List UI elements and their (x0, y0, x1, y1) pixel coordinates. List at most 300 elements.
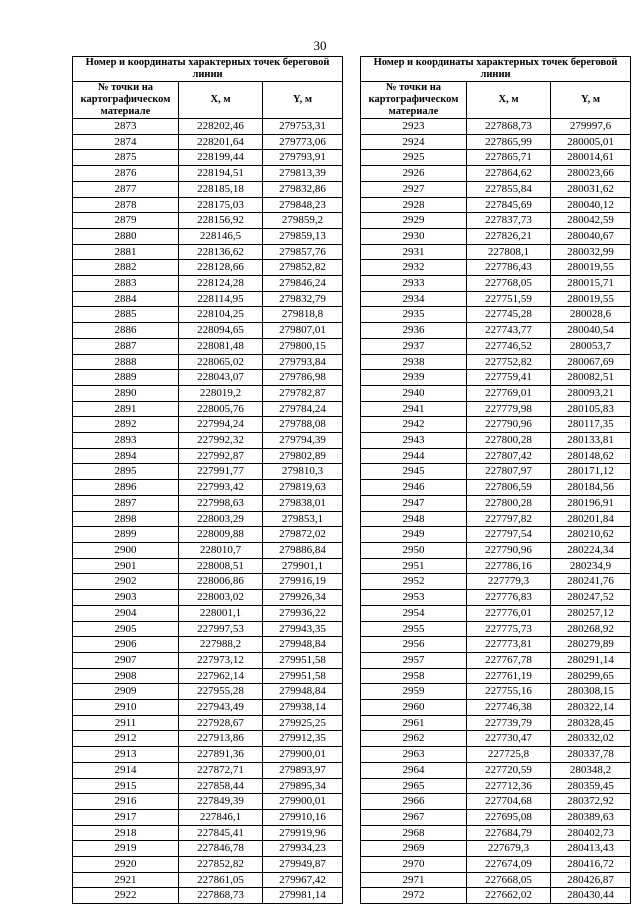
x-coordinate-cell: 228019,2 (179, 385, 263, 401)
table-row (73, 731, 343, 747)
table-row (73, 354, 343, 370)
x-coordinate-cell: 227773,81 (467, 637, 551, 653)
point-number-cell: 2941 (361, 401, 467, 417)
point-number-cell: 2893 (73, 433, 179, 449)
x-coordinate-cell: 227846,78 (179, 841, 263, 857)
table-row (361, 448, 631, 464)
point-number-cell: 2971 (361, 872, 467, 888)
y-coordinate-cell: 280028,6 (551, 307, 631, 323)
table-row (73, 700, 343, 716)
y-coordinate-cell: 280117,35 (551, 417, 631, 433)
point-number-cell: 2876 (73, 166, 179, 182)
point-number-cell: 2881 (73, 244, 179, 260)
table-row (361, 291, 631, 307)
y-coordinate-cell: 279893,97 (263, 762, 343, 778)
table-row (361, 715, 631, 731)
x-coordinate-cell: 227768,05 (467, 276, 551, 292)
x-coordinate-cell: 228194,51 (179, 166, 263, 182)
x-coordinate-cell: 227928,67 (179, 715, 263, 731)
y-coordinate-cell: 279773,06 (263, 134, 343, 150)
point-number-cell: 2882 (73, 260, 179, 276)
x-coordinate-cell: 227973,12 (179, 652, 263, 668)
table-row (73, 841, 343, 857)
y-coordinate-cell: 280082,51 (551, 370, 631, 386)
x-coordinate-cell: 227846,1 (179, 809, 263, 825)
y-coordinate-cell: 279786,98 (263, 370, 343, 386)
point-number-cell: 2896 (73, 480, 179, 496)
y-coordinate-cell: 280040,12 (551, 197, 631, 213)
x-coordinate-cell: 228175,03 (179, 197, 263, 213)
point-number-cell: 2916 (73, 794, 179, 810)
table-row (361, 652, 631, 668)
y-coordinate-cell: 280014,61 (551, 150, 631, 166)
x-coordinate-cell: 228043,07 (179, 370, 263, 386)
point-number-cell: 2923 (361, 119, 467, 135)
table-row (73, 166, 343, 182)
point-number-cell: 2907 (73, 652, 179, 668)
point-number-cell: 2899 (73, 527, 179, 543)
y-coordinate-cell: 280332,02 (551, 731, 631, 747)
x-coordinate-cell: 227997,53 (179, 621, 263, 637)
x-coordinate-cell: 227759,41 (467, 370, 551, 386)
point-number-cell: 2897 (73, 495, 179, 511)
point-number-cell: 2951 (361, 558, 467, 574)
point-number-cell: 2879 (73, 213, 179, 229)
y-coordinate-cell: 279794,39 (263, 433, 343, 449)
x-coordinate-cell: 228001,1 (179, 605, 263, 621)
table-row (73, 668, 343, 684)
point-number-cell: 2910 (73, 700, 179, 716)
table-row (73, 181, 343, 197)
table-row (73, 574, 343, 590)
y-coordinate-cell: 280184,56 (551, 480, 631, 496)
x-coordinate-cell: 228104,25 (179, 307, 263, 323)
y-coordinate-cell: 279753,31 (263, 119, 343, 135)
point-number-cell: 2946 (361, 480, 467, 496)
y-coordinate-cell: 280372,92 (551, 794, 631, 810)
x-coordinate-cell: 227800,28 (467, 495, 551, 511)
point-number-cell: 2908 (73, 668, 179, 684)
point-number-cell: 2887 (73, 338, 179, 354)
y-coordinate-cell: 280196,91 (551, 495, 631, 511)
x-coordinate-cell: 228146,5 (179, 228, 263, 244)
table-row (73, 338, 343, 354)
x-coordinate-cell: 228005,76 (179, 401, 263, 417)
table-row (73, 542, 343, 558)
x-coordinate-cell: 227861,05 (179, 872, 263, 888)
table-row (73, 417, 343, 433)
y-coordinate-cell: 280328,45 (551, 715, 631, 731)
y-coordinate-cell: 279802,89 (263, 448, 343, 464)
y-coordinate-cell: 279912,35 (263, 731, 343, 747)
table-row (361, 809, 631, 825)
x-coordinate-cell: 227712,36 (467, 778, 551, 794)
y-coordinate-cell: 279838,01 (263, 495, 343, 511)
point-number-cell: 2903 (73, 590, 179, 606)
table-row (73, 323, 343, 339)
point-number-cell: 2891 (73, 401, 179, 417)
point-number-cell: 2894 (73, 448, 179, 464)
x-coordinate-cell: 228199,44 (179, 150, 263, 166)
point-number-cell: 2900 (73, 542, 179, 558)
point-number-cell: 2948 (361, 511, 467, 527)
y-coordinate-cell: 279919,96 (263, 825, 343, 841)
table-row (361, 621, 631, 637)
table-row (361, 700, 631, 716)
x-coordinate-cell: 227998,63 (179, 495, 263, 511)
y-coordinate-cell: 279895,34 (263, 778, 343, 794)
point-number-cell: 2947 (361, 495, 467, 511)
point-number-cell: 2873 (73, 119, 179, 135)
x-coordinate-cell: 227852,82 (179, 857, 263, 873)
y-coordinate-cell: 280031,62 (551, 181, 631, 197)
point-number-cell: 2909 (73, 684, 179, 700)
table-row (361, 495, 631, 511)
y-coordinate-cell: 280257,12 (551, 605, 631, 621)
point-number-cell: 2926 (361, 166, 467, 182)
x-coordinate-cell: 227776,01 (467, 605, 551, 621)
x-coordinate-cell: 227991,77 (179, 464, 263, 480)
table-row (73, 276, 343, 292)
table-row (361, 119, 631, 135)
y-coordinate-cell: 279793,84 (263, 354, 343, 370)
y-coordinate-cell: 279819,63 (263, 480, 343, 496)
x-coordinate-cell: 227776,83 (467, 590, 551, 606)
point-number-cell: 2937 (361, 338, 467, 354)
table-row (361, 370, 631, 386)
point-number-cell: 2919 (73, 841, 179, 857)
table-row (361, 684, 631, 700)
x-coordinate-cell: 227806,59 (467, 480, 551, 496)
point-number-cell: 2912 (73, 731, 179, 747)
y-coordinate-cell: 279813,39 (263, 166, 343, 182)
y-coordinate-cell: 280291,14 (551, 652, 631, 668)
point-number-cell: 2890 (73, 385, 179, 401)
y-coordinate-cell: 280308,15 (551, 684, 631, 700)
y-coordinate-cell: 280413,43 (551, 841, 631, 857)
y-coordinate-cell: 280299,65 (551, 668, 631, 684)
x-coordinate-cell: 227800,28 (467, 433, 551, 449)
x-coordinate-cell: 227808,1 (467, 244, 551, 260)
point-number-cell: 2895 (73, 464, 179, 480)
table-row (361, 417, 631, 433)
point-number-cell: 2956 (361, 637, 467, 653)
x-coordinate-cell: 227988,2 (179, 637, 263, 653)
y-coordinate-cell: 280426,87 (551, 872, 631, 888)
point-number-cell: 2936 (361, 323, 467, 339)
y-coordinate-cell: 279853,1 (263, 511, 343, 527)
table-row (73, 684, 343, 700)
coordinates-table-left (72, 56, 343, 904)
table-row (361, 778, 631, 794)
x-coordinate-cell: 227849,39 (179, 794, 263, 810)
y-coordinate-cell: 280234,9 (551, 558, 631, 574)
y-coordinate-cell: 280416,72 (551, 857, 631, 873)
point-number-cell: 2943 (361, 433, 467, 449)
table-row (73, 747, 343, 763)
point-number-cell: 2940 (361, 385, 467, 401)
x-coordinate-cell: 227779,3 (467, 574, 551, 590)
x-coordinate-cell: 227868,73 (467, 119, 551, 135)
x-coordinate-cell: 227797,82 (467, 511, 551, 527)
point-number-cell: 2945 (361, 464, 467, 480)
x-coordinate-cell: 227662,02 (467, 888, 551, 904)
point-number-cell: 2917 (73, 809, 179, 825)
x-coordinate-cell: 227872,71 (179, 762, 263, 778)
x-coordinate-cell: 227746,38 (467, 700, 551, 716)
point-number-cell: 2922 (73, 888, 179, 904)
point-number-cell: 2966 (361, 794, 467, 810)
point-number-cell: 2950 (361, 542, 467, 558)
x-coordinate-cell: 228156,92 (179, 213, 263, 229)
point-number-cell: 2874 (73, 134, 179, 150)
table-row (73, 197, 343, 213)
x-coordinate-cell: 228128,66 (179, 260, 263, 276)
x-coordinate-cell: 227739,79 (467, 715, 551, 731)
point-number-cell: 2921 (73, 872, 179, 888)
table-row (73, 307, 343, 323)
x-coordinate-cell: 228202,46 (179, 119, 263, 135)
point-number-cell: 2963 (361, 747, 467, 763)
point-number-cell: 2962 (361, 731, 467, 747)
point-number-cell: 2915 (73, 778, 179, 794)
y-coordinate-cell: 279936,22 (263, 605, 343, 621)
point-number-cell: 2884 (73, 291, 179, 307)
y-coordinate-cell: 279900,01 (263, 794, 343, 810)
table-row (361, 244, 631, 260)
table-row (73, 825, 343, 841)
x-coordinate-cell: 227775,73 (467, 621, 551, 637)
x-coordinate-cell: 228003,29 (179, 511, 263, 527)
x-coordinate-cell: 227943,49 (179, 700, 263, 716)
point-number-cell: 2972 (361, 888, 467, 904)
point-number-cell: 2968 (361, 825, 467, 841)
table-row (361, 480, 631, 496)
table-row (73, 621, 343, 637)
x-coordinate-cell: 227994,24 (179, 417, 263, 433)
point-number-cell: 2944 (361, 448, 467, 464)
table-row (361, 197, 631, 213)
point-number-cell: 2942 (361, 417, 467, 433)
table-row (73, 385, 343, 401)
y-coordinate-cell: 280023,66 (551, 166, 631, 182)
x-coordinate-cell: 228003,02 (179, 590, 263, 606)
y-coordinate-cell: 280040,67 (551, 228, 631, 244)
y-coordinate-cell: 279782,87 (263, 385, 343, 401)
x-coordinate-cell: 227743,77 (467, 323, 551, 339)
table-row (361, 323, 631, 339)
table-row (73, 527, 343, 543)
x-coordinate-cell: 228136,62 (179, 244, 263, 260)
point-number-cell: 2883 (73, 276, 179, 292)
point-number-cell: 2913 (73, 747, 179, 763)
x-coordinate-cell: 227761,19 (467, 668, 551, 684)
point-number-cell: 2934 (361, 291, 467, 307)
table-row (73, 244, 343, 260)
x-coordinate-cell: 228065,02 (179, 354, 263, 370)
table-row (73, 857, 343, 873)
table-body-right (361, 119, 631, 904)
table-row (361, 385, 631, 401)
y-coordinate-cell: 280402,73 (551, 825, 631, 841)
table-row (73, 433, 343, 449)
table-row (361, 857, 631, 873)
y-coordinate-cell: 280105,83 (551, 401, 631, 417)
y-coordinate-cell: 280359,45 (551, 778, 631, 794)
table-row (73, 888, 343, 904)
x-coordinate-cell: 227855,84 (467, 181, 551, 197)
table-row (73, 637, 343, 653)
y-coordinate-cell: 279910,16 (263, 809, 343, 825)
point-number-cell: 2889 (73, 370, 179, 386)
table-row (361, 558, 631, 574)
y-coordinate-cell: 280389,63 (551, 809, 631, 825)
table-caption: Номер и координаты характерных точек береговой линии (361, 57, 631, 82)
x-coordinate-cell: 228094,65 (179, 323, 263, 339)
x-coordinate-cell: 227865,99 (467, 134, 551, 150)
table-row (73, 260, 343, 276)
point-number-cell: 2949 (361, 527, 467, 543)
table-row (361, 527, 631, 543)
table-row (361, 433, 631, 449)
x-coordinate-cell: 227992,32 (179, 433, 263, 449)
y-coordinate-cell: 279807,01 (263, 323, 343, 339)
point-number-cell: 2958 (361, 668, 467, 684)
point-number-cell: 2954 (361, 605, 467, 621)
point-number-cell: 2914 (73, 762, 179, 778)
table-row (361, 338, 631, 354)
x-coordinate-cell: 227913,86 (179, 731, 263, 747)
y-coordinate-cell: 279857,76 (263, 244, 343, 260)
table-row (73, 794, 343, 810)
y-coordinate-cell: 280201,84 (551, 511, 631, 527)
point-number-cell: 2898 (73, 511, 179, 527)
y-coordinate-cell: 280268,92 (551, 621, 631, 637)
table-row (361, 150, 631, 166)
x-coordinate-cell: 228114,95 (179, 291, 263, 307)
point-number-cell: 2957 (361, 652, 467, 668)
y-coordinate-cell: 279934,23 (263, 841, 343, 857)
column-header-y: Y, м (551, 82, 631, 119)
x-coordinate-cell: 227704,68 (467, 794, 551, 810)
point-number-cell: 2880 (73, 228, 179, 244)
y-coordinate-cell: 279951,58 (263, 668, 343, 684)
y-coordinate-cell: 279832,86 (263, 181, 343, 197)
point-number-cell: 2918 (73, 825, 179, 841)
x-coordinate-cell: 227679,3 (467, 841, 551, 857)
x-coordinate-cell: 227797,54 (467, 527, 551, 543)
y-coordinate-cell: 280067,69 (551, 354, 631, 370)
y-coordinate-cell: 279997,6 (551, 119, 631, 135)
table-row (361, 794, 631, 810)
y-coordinate-cell: 279818,8 (263, 307, 343, 323)
table-row (361, 825, 631, 841)
y-coordinate-cell: 279852,82 (263, 260, 343, 276)
y-coordinate-cell: 280133,81 (551, 433, 631, 449)
point-number-cell: 2928 (361, 197, 467, 213)
point-number-cell: 2961 (361, 715, 467, 731)
y-coordinate-cell: 280019,55 (551, 260, 631, 276)
x-coordinate-cell: 227674,09 (467, 857, 551, 873)
y-coordinate-cell: 279949,87 (263, 857, 343, 873)
y-coordinate-cell: 279916,19 (263, 574, 343, 590)
table-row (73, 495, 343, 511)
y-coordinate-cell: 280337,78 (551, 747, 631, 763)
y-coordinate-cell: 279951,58 (263, 652, 343, 668)
y-coordinate-cell: 279832,79 (263, 291, 343, 307)
table-row (73, 652, 343, 668)
x-coordinate-cell: 227752,82 (467, 354, 551, 370)
table-row (361, 134, 631, 150)
table-row (361, 888, 631, 904)
point-number-cell: 2920 (73, 857, 179, 873)
point-number-cell: 2955 (361, 621, 467, 637)
point-number-cell: 2935 (361, 307, 467, 323)
y-coordinate-cell: 279925,25 (263, 715, 343, 731)
table-row (361, 307, 631, 323)
coordinates-table-right (360, 56, 631, 904)
x-coordinate-cell: 227695,08 (467, 809, 551, 825)
page-number: 30 (313, 38, 327, 53)
point-number-cell: 2959 (361, 684, 467, 700)
table-row (361, 260, 631, 276)
table-row (361, 668, 631, 684)
table-row (361, 574, 631, 590)
column-header-x: X, м (467, 82, 551, 119)
y-coordinate-cell: 280015,71 (551, 276, 631, 292)
table-row (73, 480, 343, 496)
y-coordinate-cell: 279810,3 (263, 464, 343, 480)
y-coordinate-cell: 280279,89 (551, 637, 631, 653)
table-row (73, 370, 343, 386)
point-number-cell: 2911 (73, 715, 179, 731)
x-coordinate-cell: 227786,43 (467, 260, 551, 276)
table-row (73, 605, 343, 621)
y-coordinate-cell: 279848,23 (263, 197, 343, 213)
point-number-cell: 2960 (361, 700, 467, 716)
y-coordinate-cell: 279859,2 (263, 213, 343, 229)
y-coordinate-cell: 279901,1 (263, 558, 343, 574)
y-coordinate-cell: 279948,84 (263, 637, 343, 653)
point-number-cell: 2902 (73, 574, 179, 590)
table-row (73, 213, 343, 229)
table-row (361, 605, 631, 621)
x-coordinate-cell: 227891,36 (179, 747, 263, 763)
y-coordinate-cell: 279793,91 (263, 150, 343, 166)
point-number-cell: 2931 (361, 244, 467, 260)
table-row (361, 762, 631, 778)
x-coordinate-cell: 227767,78 (467, 652, 551, 668)
y-coordinate-cell: 279981,14 (263, 888, 343, 904)
table-row (73, 872, 343, 888)
x-coordinate-cell: 228010,7 (179, 542, 263, 558)
y-coordinate-cell: 280322,14 (551, 700, 631, 716)
point-number-cell: 2924 (361, 134, 467, 150)
y-coordinate-cell: 279872,02 (263, 527, 343, 543)
point-number-cell: 2964 (361, 762, 467, 778)
table-row (73, 401, 343, 417)
x-coordinate-cell: 227865,71 (467, 150, 551, 166)
table-row (361, 213, 631, 229)
table-body-left (73, 119, 343, 904)
column-header-point: № точки на картографическом материале (361, 82, 467, 119)
x-coordinate-cell: 228124,28 (179, 276, 263, 292)
y-coordinate-cell: 280247,52 (551, 590, 631, 606)
y-coordinate-cell: 280224,34 (551, 542, 631, 558)
y-coordinate-cell: 280019,55 (551, 291, 631, 307)
point-number-cell: 2901 (73, 558, 179, 574)
table-row (73, 150, 343, 166)
